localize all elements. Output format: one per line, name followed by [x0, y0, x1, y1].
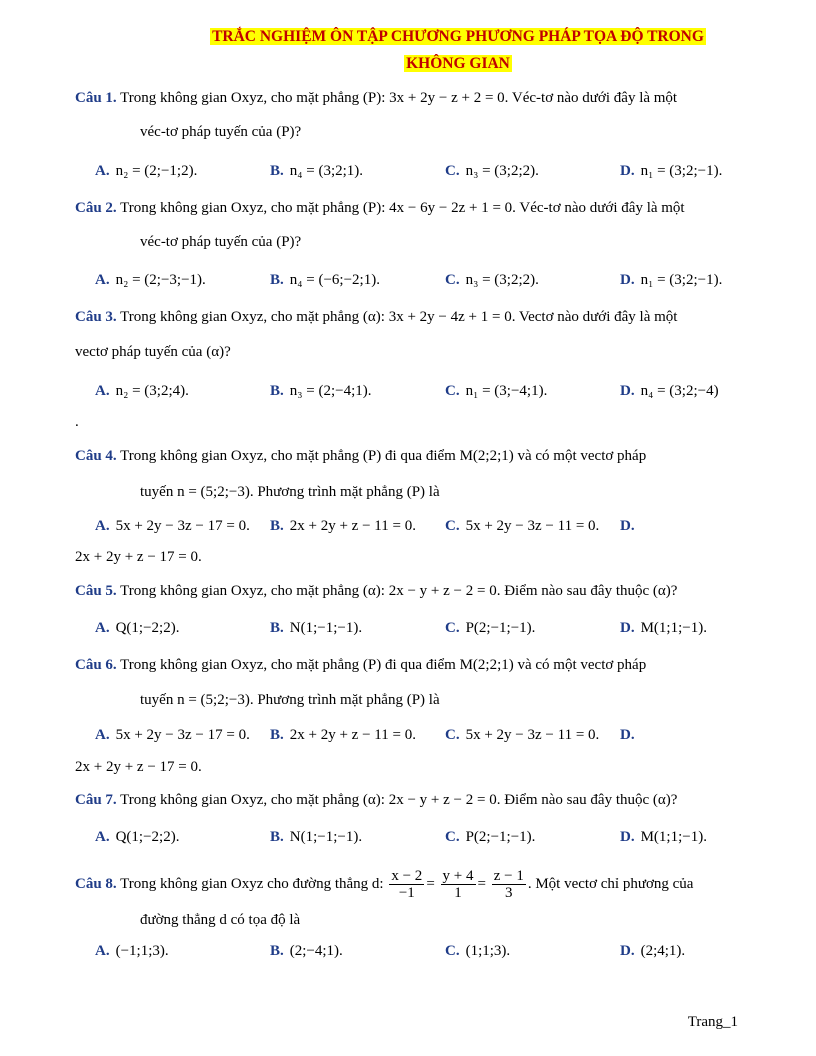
question-4-option-b: B. 2x + 2y + z − 11 = 0. — [270, 518, 416, 534]
question-3-trailing: . — [75, 414, 79, 430]
question-8-option-d: D. (2;4;1). — [620, 943, 686, 959]
question-2-stem-cont: véc-tơ pháp tuyến của (P)? — [140, 234, 302, 250]
question-7-option-c: C. P(2;−1;−1). — [445, 829, 536, 845]
question-1-stem-cont: véc-tơ pháp tuyến của (P)? — [140, 124, 302, 140]
question-1-option-d: D. n₁ = (3;2;−1). — [620, 163, 723, 179]
question-8-option-a: A. (−1;1;3). — [95, 943, 169, 959]
question-7-stem: Câu 7. Trong không gian Oxyz, cho mặt phẳng (α): 2x − y + z − 2 = 0. Điểm nào sau đây thuộc (α)? — [75, 792, 678, 808]
fraction-x: $\frac{x - 2}{-1}$ — [391, 868, 423, 902]
question-5-option-b: B. N(1;−1;−1). — [270, 620, 363, 636]
fraction-z: $\frac{z - 1}{3}$ — [493, 868, 524, 902]
question-6-stem-cont: tuyến n = (5;2;−3). Phương trình mặt phẳng (P) là — [140, 692, 440, 708]
question-6-option-d: D. — [620, 727, 635, 743]
question-7-option-b: B. N(1;−1;−1). — [270, 829, 363, 845]
document-title-line1: TRẮC NGHIỆM ÔN TẬP CHƯƠNG PHƯƠNG PHÁP TỌA ĐỘ TRONG — [212, 28, 704, 45]
question-3-option-a: A. n₂ = (3;2;4). — [95, 383, 189, 399]
question-1-option-a: A. n₂ = (2;−1;2). — [95, 163, 198, 179]
question-3-stem-cont: vectơ pháp tuyến của (α)? — [75, 344, 231, 360]
question-3-option-d: D. n₄ = (3;2;−4) — [620, 383, 719, 399]
question-3-stem: Câu 3. Trong không gian Oxyz, cho mặt phẳng (α): 3x + 2y − 4z + 1 = 0. Vectơ nào dưới đây là một — [75, 309, 678, 325]
question-3-option-c: C. n₁ = (3;−4;1). — [445, 383, 548, 399]
question-6-option-c: C. 5x + 2y − 3z − 11 = 0. — [445, 727, 600, 743]
question-5-option-c: C. P(2;−1;−1). — [445, 620, 536, 636]
question-5-option-a: A. Q(1;−2;2). — [95, 620, 180, 636]
question-1-option-b: B. n₄ = (3;2;1). — [270, 163, 364, 179]
question-7-option-d: D. M(1;1;−1). — [620, 829, 707, 845]
question-6-option-a: A. 5x + 2y − 3z − 17 = 0. — [95, 727, 250, 743]
question-6-stem: Câu 6. Trong không gian Oxyz, cho mặt phẳng (P) đi qua điểm M(2;2;1) và có một vectơ pháp — [75, 657, 647, 673]
question-8-option-c: C. (1;1;3). — [445, 943, 511, 959]
question-5-option-d: D. M(1;1;−1). — [620, 620, 707, 636]
question-4-option-d-text: 2x + 2y + z − 17 = 0. — [75, 549, 202, 565]
question-8-stem: Câu 8. Trong không gian Oxyz cho đường thẳng d: $\frac{x - 2}{-1}$ = $\frac{y + 4}{1}$ = $\frac{z - 1}{3}$ . Một vectơ chỉ phương của — [75, 868, 694, 902]
question-6-option-d-text: 2x + 2y + z − 17 = 0. — [75, 759, 202, 775]
fraction-y: $\frac{y + 4}{1}$ — [442, 868, 474, 902]
question-2-stem: Câu 2. Trong không gian Oxyz, cho mặt phẳng (P): 4x − 6y − 2z + 1 = 0. Véc-tơ nào dưới đây là một — [75, 200, 685, 216]
question-4-option-a: A. 5x + 2y − 3z − 17 = 0. — [95, 518, 250, 534]
question-2-option-d: D. n₁ = (3;2;−1). — [620, 272, 723, 288]
question-4-option-d: D. — [620, 518, 635, 534]
question-2-option-c: C. n₃ = (3;2;2). — [445, 272, 539, 288]
question-2-option-a: A. n₂ = (2;−3;−1). — [95, 272, 206, 288]
question-1-stem: Câu 1. Trong không gian Oxyz, cho mặt phẳng (P): 3x + 2y − z + 2 = 0. Véc-tơ nào dưới đây là một — [75, 90, 678, 106]
question-5-stem: Câu 5. Trong không gian Oxyz, cho mặt phẳng (α): 2x − y + z − 2 = 0. Điểm nào sau đây thuộc (α)? — [75, 583, 678, 599]
question-8-stem-cont: đường thẳng d có tọa độ là — [140, 912, 301, 928]
question-8-option-b: B. (2;−4;1). — [270, 943, 343, 959]
question-6-option-b: B. 2x + 2y + z − 11 = 0. — [270, 727, 416, 743]
question-4-option-c: C. 5x + 2y − 3z − 11 = 0. — [445, 518, 600, 534]
question-4-stem: Câu 4. Trong không gian Oxyz, cho mặt phẳng (P) đi qua điểm M(2;2;1) và có một vectơ pháp — [75, 448, 647, 464]
question-1-option-c: C. n₃ = (3;2;2). — [445, 163, 539, 179]
document-title-line2: KHÔNG GIAN — [406, 55, 510, 72]
question-3-option-b: B. n₃ = (2;−4;1). — [270, 383, 372, 399]
question-4-stem-cont: tuyến n = (5;2;−3). Phương trình mặt phẳng (P) là — [140, 484, 440, 500]
page-number: Trang_1 — [687, 1014, 738, 1030]
question-2-option-b: B. n₄ = (−6;−2;1). — [270, 272, 380, 288]
question-7-option-a: A. Q(1;−2;2). — [95, 829, 180, 845]
